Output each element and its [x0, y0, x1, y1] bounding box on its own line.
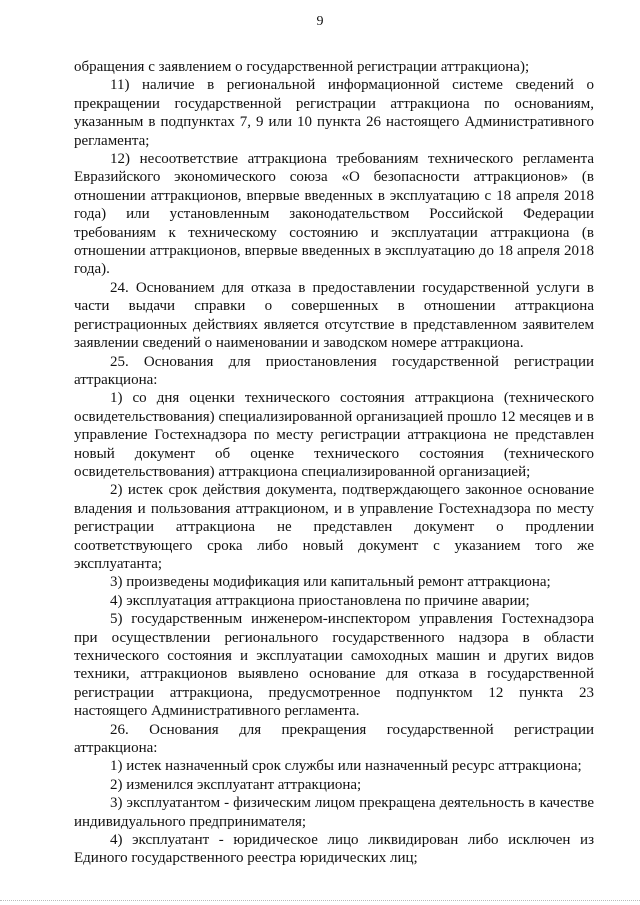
paragraph-continuation: обращения с заявлением о государственной регистрации аттракциона);	[74, 59, 530, 75]
paragraph-item-12: 12) несоответствие аттракциона требованиям технического регламента Евразийского экономического союза «О безопасности аттракционов» (в отношении аттракционов, впервые введенных в эксплуатацию с 18 апреля 2018 года) или установленным законодательством Российской Федерации требованиям к техническому состоянию и эксплуатации аттракциона (в отношении аттракционов, впервые введенных в эксплуатацию до 18 апреля 2018 года).	[74, 151, 594, 278]
paragraph-clause-26: 26. Основания для прекращения государственной регистрации аттракциона:	[74, 721, 594, 757]
paragraph-clause-25-item-4: 4) эксплуатация аттракциона приостановлена по причине аварии;	[110, 592, 530, 609]
paragraph-clause-25-item-5: 5) государственным инженером-инспектором управления Гостехнадзора при осуществлении регионального государственного надзора в области технического состояния и эксплуатации самоходных машин и других видов техники, аттракционов выявлено основание для отказа в государственной регистрации аттракциона, предусмотренное подпунктом 12 пункта 23 настоящего Административного регламента.	[74, 611, 594, 720]
scan-edge-line	[0, 896, 640, 901]
page-number: 9	[316, 14, 324, 29]
paragraph-clause-25-item-3: 3) произведены модификация или капитальный ремонт аттракциона;	[110, 574, 551, 591]
paragraph-clause-26-item-2: 2) изменился эксплуатант аттракциона;	[110, 776, 362, 793]
paragraph-clause-25-item-1: 1) со дня оценки технического состояния аттракциона (технического освидетельствования) специализированной организацией прошло 12 месяцев и в управление Гостехнадзора по месту регистрации аттракциона не представлен новый документ об оценке технического состояния (технического освидетельствования) аттракциона специализированной организацией;	[74, 390, 594, 480]
document-body	[74, 58, 594, 868]
paragraph-clause-26-item-4: 4) эксплуатант - юридическое лицо ликвидирован либо исключен из Единого государственного реестра юридических лиц;	[74, 832, 594, 867]
paragraph-clause-26-item-3: 3) эксплуатантом - физическим лицом прекращена деятельность в качестве индивидуального предпринимателя;	[74, 795, 594, 830]
paragraph-clause-24: 24. Основанием для отказа в предоставлении государственной услуги в части выдачи справки о совершенных в отношении аттракциона регистрационных действиях является отсутствие в представленном заявителем заявлении сведений о наименовании и заводском номере аттракциона.	[74, 279, 594, 352]
paragraph-clause-26-item-1: 1) истек назначенный срок службы или назначенный ресурс аттракциона;	[110, 758, 582, 775]
paragraph-clause-25: 25. Основания для приостановления государственной регистрации аттракциона:	[74, 353, 594, 388]
paragraph-item-11: 11) наличие в региональной информационной системе сведений о прекращении государственной регистрации аттракциона по основаниям, указанным в подпунктах 7, 9 или 10 пункта 26 настоящего Административного регламента;	[74, 77, 594, 149]
paragraph-clause-25-item-2: 2) истек срок действия документа, подтверждающего законное основание владения и пользования аттракционом, и в управление Гостехнадзора по месту регистрации аттракциона не представлен документ о продлении соответствующего срока либо новый документ с указанием того же эксплуатанта;	[74, 482, 594, 572]
